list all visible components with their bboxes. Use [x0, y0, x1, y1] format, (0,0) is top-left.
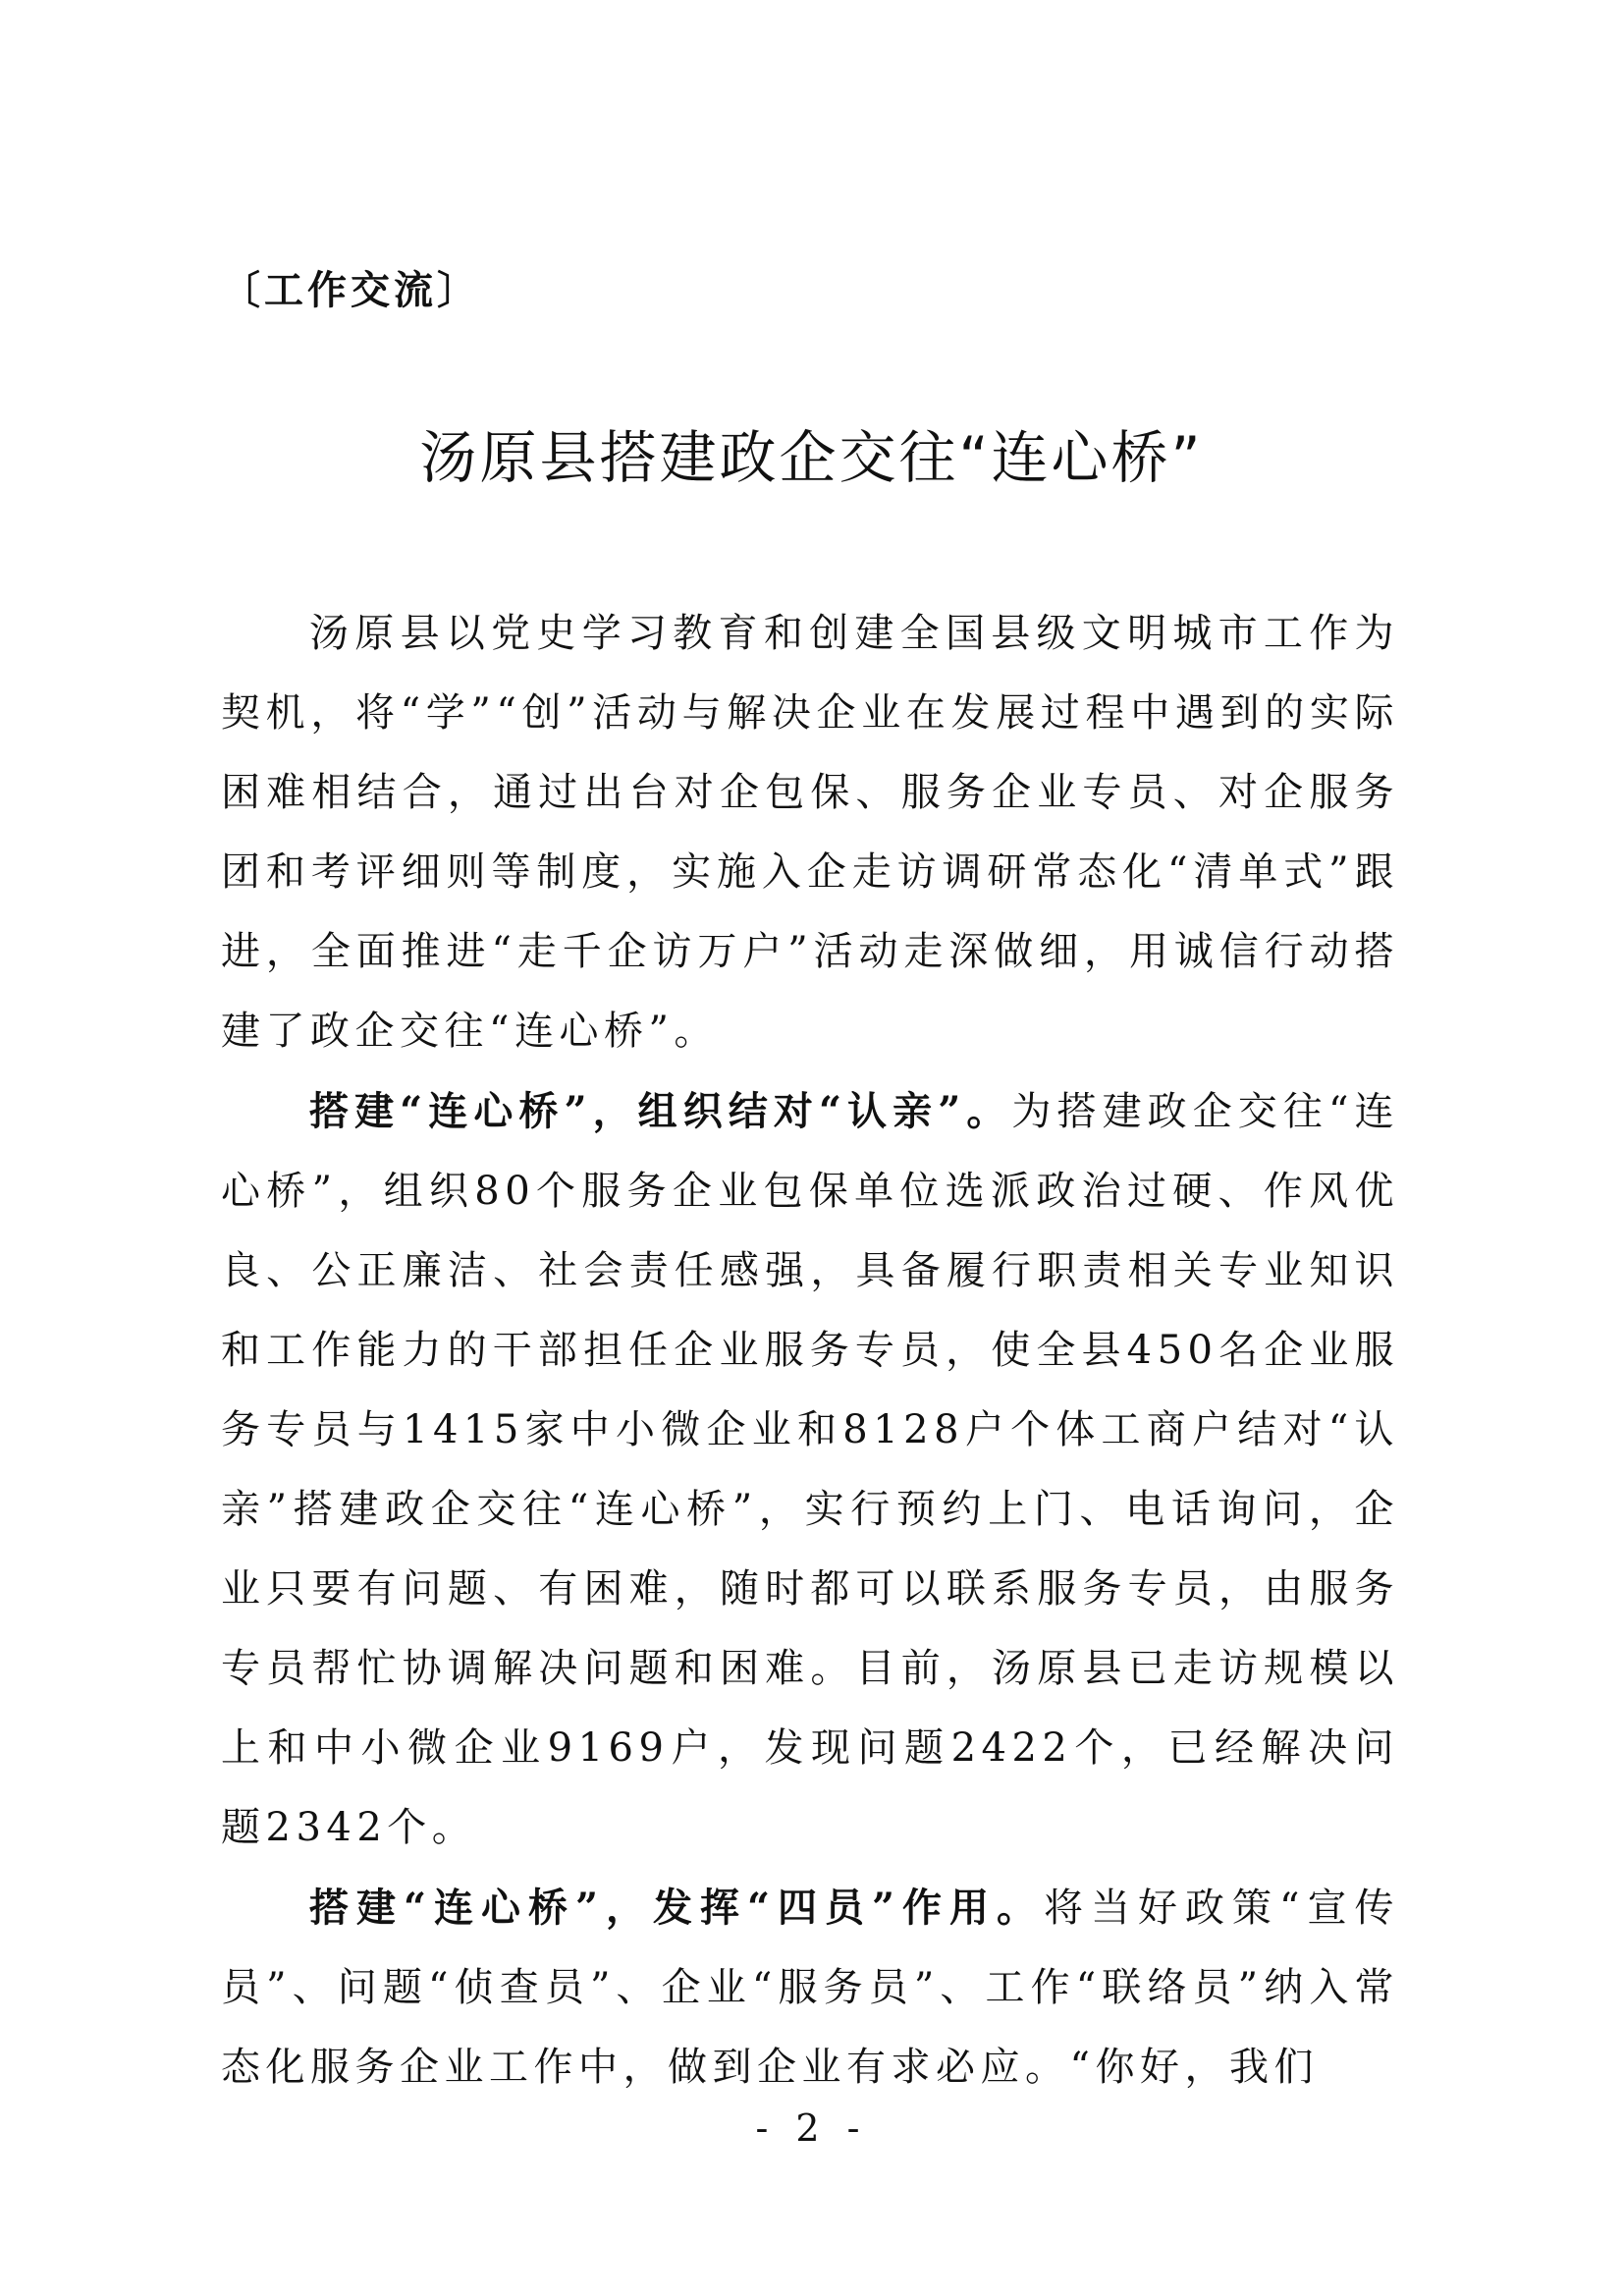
column-tag: 〔工作交流〕 [221, 268, 480, 313]
paragraph-lead: 搭建“连心桥”，发挥“四员”作用。 [309, 1885, 1045, 1931]
article-title: 汤原县搭建政企交往“连心桥” [419, 424, 1204, 491]
paragraph-pairing [221, 1071, 1399, 1868]
page-number: - 2 - [755, 2106, 868, 2150]
paragraph-lead: 搭建“连心桥”，组织结对“认亲”。 [309, 1088, 1012, 1134]
article-body [221, 593, 1399, 2107]
paragraph-intro [221, 593, 1399, 1071]
paragraph-text: 汤原县以党史学习教育和创建全国县级文明城市工作为契机，将“学”“创”活动与解决企业在发展过程中遇到的实际困难相结合，通过出台对企包保、服务企业专员、对企服务团和考评细则等制度，实施入企走访调研常态化“清单式”跟进，全面推进“走千企访万户”活动走深做细，用诚信行动搭建了政企交往“连心桥”。 [221, 611, 1399, 1054]
paragraph-text: 为搭建政企交往“连心桥”，组织80个服务企业包保单位选派政治过硬、作风优良、公正廉洁、社会责任感强，具备履行职责相关专业知识和工作能力的干部担任企业服务专员，使全县450名企业服务专员与1415家中小微企业和8128户个体工商户结对“认亲”搭建政企交往“连心桥”，实行预约上门、电话询问，企业只要有问题、有困难，随时都可以联系服务专员，由服务专员帮忙协调解决问题和困难。目前，汤原县已走访规模以上和中小微企业9169户，发现问题2422个，已经解决问题2342个。 [221, 1089, 1400, 1850]
paragraph-four-roles [221, 1868, 1399, 2107]
paragraph-text: 将当好政策“宣传员”、问题“侦查员”、企业“服务员”、工作“联络员”纳入常态化服务企业工作中，做到企业有求必应。“你好，我们 [221, 1886, 1400, 2090]
